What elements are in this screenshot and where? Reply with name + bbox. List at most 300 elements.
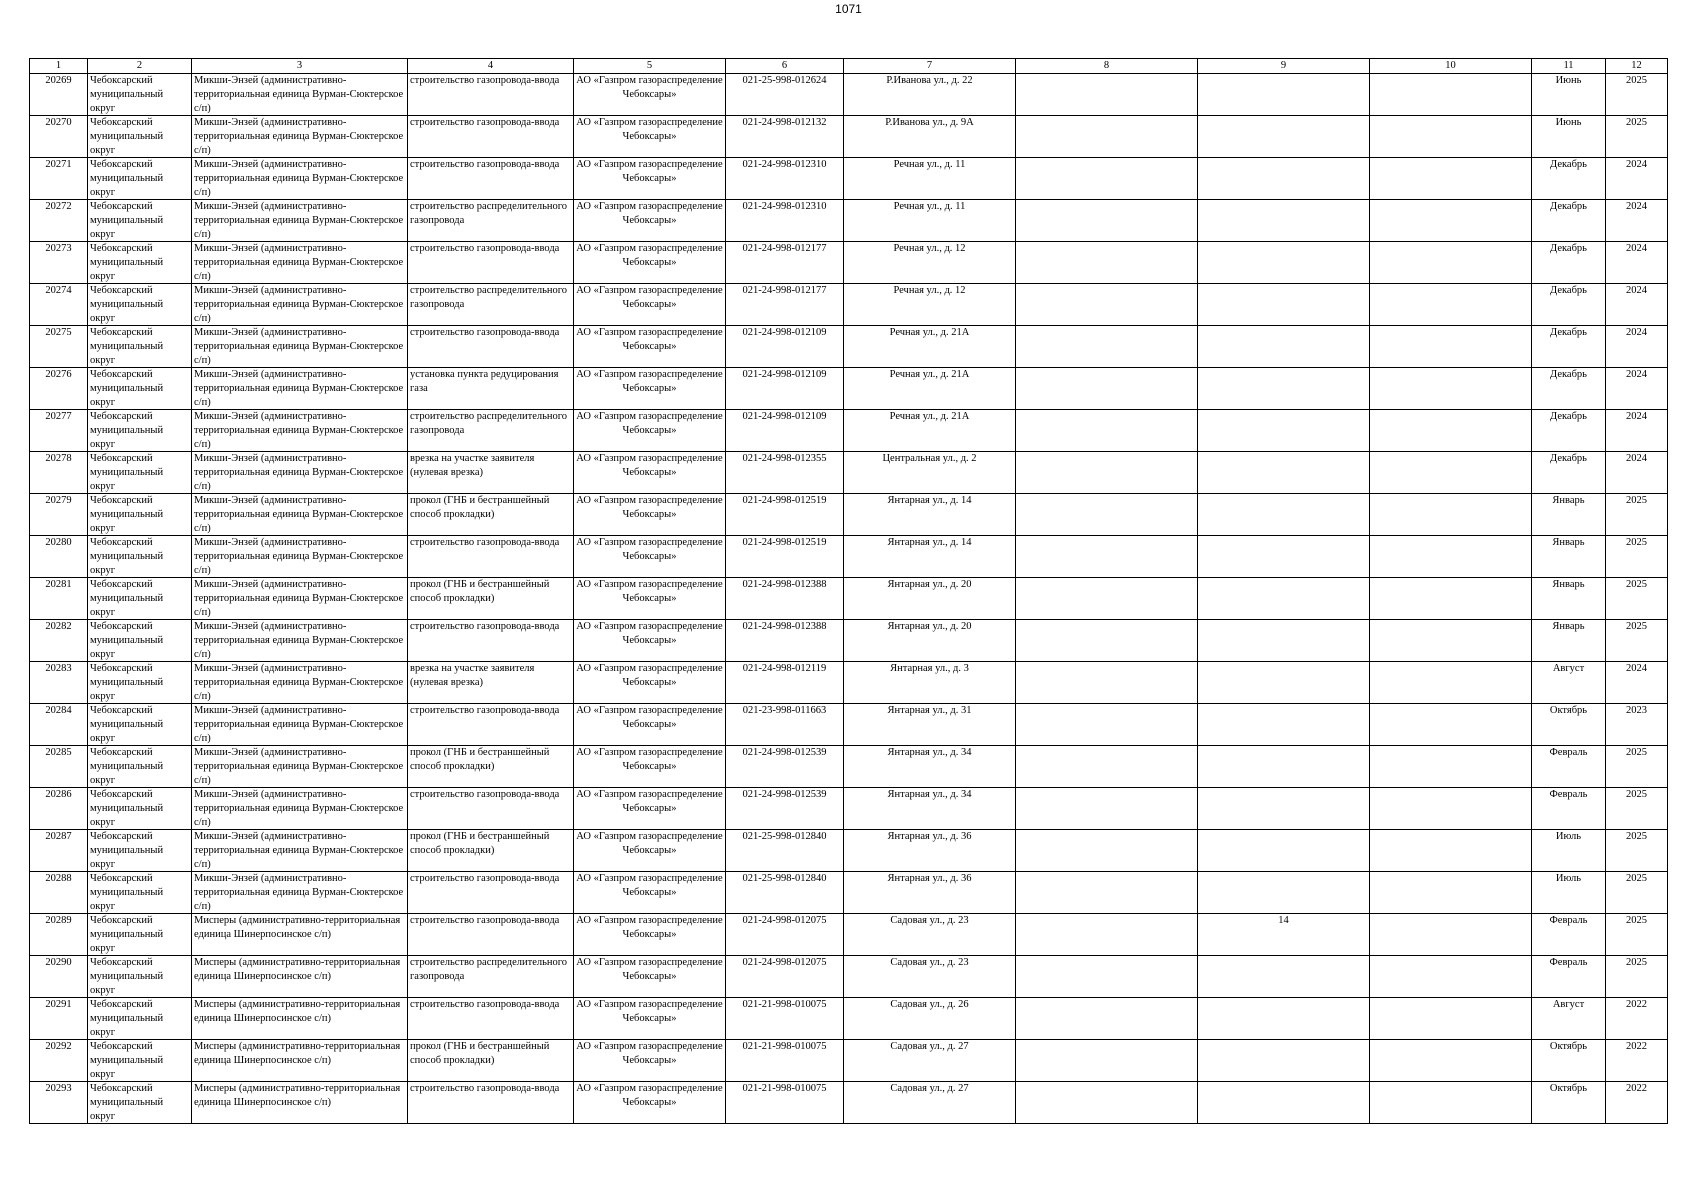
cell-col10 (1370, 452, 1532, 494)
cell-month (1532, 578, 1606, 620)
cell-text: 2025 (1626, 831, 1647, 842)
cell-text: Янтарная ул., д. 3 (890, 663, 969, 674)
cell-district (88, 74, 192, 116)
table-row (30, 704, 1668, 746)
cell-col8 (1016, 872, 1198, 914)
cell-text: Январь (1552, 537, 1585, 548)
cell-application-number (726, 116, 844, 158)
cell-settlement (192, 326, 408, 368)
column-header-11: 11 (1532, 59, 1606, 74)
table-row (30, 74, 1668, 116)
cell-application-number (726, 998, 844, 1040)
cell-col8 (1016, 326, 1198, 368)
cell-address (844, 368, 1016, 410)
cell-application-number (726, 788, 844, 830)
cell-month (1532, 536, 1606, 578)
cell-address (844, 620, 1016, 662)
cell-address (844, 536, 1016, 578)
cell-text: 2025 (1626, 117, 1647, 128)
cell-col10 (1370, 914, 1532, 956)
cell-settlement (192, 914, 408, 956)
cell-organization (574, 452, 726, 494)
cell-text: Декабрь (1550, 201, 1587, 212)
registry-table (29, 58, 1668, 1124)
cell-text: 2024 (1626, 243, 1647, 254)
cell-district (88, 578, 192, 620)
cell-work-type (408, 956, 574, 998)
cell-district (88, 368, 192, 410)
cell-row-number (30, 116, 88, 158)
cell-organization (574, 494, 726, 536)
cell-month (1532, 116, 1606, 158)
cell-organization (574, 1040, 726, 1082)
cell-address (844, 746, 1016, 788)
cell-text: прокол (ГНБ и бестраншейный способ прокладки) (410, 747, 550, 772)
cell-year (1606, 914, 1668, 956)
cell-month (1532, 242, 1606, 284)
cell-organization (574, 242, 726, 284)
cell-col9 (1198, 788, 1370, 830)
cell-text: 2025 (1626, 789, 1647, 800)
cell-text: строительство газопровода-ввода (410, 327, 560, 338)
cell-text: 021-24-998-012310 (742, 159, 827, 170)
cell-col9 (1198, 74, 1370, 116)
cell-col8 (1016, 536, 1198, 578)
cell-district (88, 536, 192, 578)
cell-text: Микши-Энзей (административно-территориальная единица Вурман-Сюктерское с/п) (194, 621, 404, 660)
cell-col8 (1016, 956, 1198, 998)
cell-text: АО «Газпром газораспределение Чебоксары» (576, 75, 723, 100)
cell-text: АО «Газпром газораспределение Чебоксары» (576, 915, 723, 940)
cell-text: Мисперы (административно-территориальная единица Шинерпосинское с/п) (194, 915, 401, 940)
cell-col9 (1198, 116, 1370, 158)
cell-work-type (408, 1082, 574, 1124)
cell-settlement (192, 578, 408, 620)
cell-row-number (30, 578, 88, 620)
cell-text: строительство газопровода-ввода (410, 1083, 560, 1094)
column-header-3: 3 (192, 59, 408, 74)
cell-settlement (192, 158, 408, 200)
cell-text: 2022 (1626, 1083, 1647, 1094)
cell-col8 (1016, 1082, 1198, 1124)
cell-application-number (726, 704, 844, 746)
cell-district (88, 284, 192, 326)
cell-text: Микши-Энзей (административно-территориальная единица Вурман-Сюктерское с/п) (194, 369, 404, 408)
cell-text: 021-21-998-010075 (742, 1041, 827, 1052)
cell-col9 (1198, 368, 1370, 410)
cell-row-number (30, 830, 88, 872)
cell-text: строительство газопровода-ввода (410, 117, 560, 128)
cell-text: Р.Иванова ул., д. 22 (886, 75, 973, 86)
cell-text: Январь (1552, 621, 1585, 632)
cell-text: Микши-Энзей (административно-территориальная единица Вурман-Сюктерское с/п) (194, 873, 404, 912)
cell-text: Июнь (1555, 75, 1582, 86)
cell-organization (574, 578, 726, 620)
cell-text: Чебоксарский муниципальный округ (90, 117, 164, 156)
cell-col10 (1370, 494, 1532, 536)
cell-row-number (30, 746, 88, 788)
cell-text: АО «Газпром газораспределение Чебоксары» (576, 873, 723, 898)
cell-col9 (1198, 662, 1370, 704)
cell-col9 (1198, 1040, 1370, 1082)
cell-row-number (30, 788, 88, 830)
cell-row-number (30, 872, 88, 914)
cell-text: 20274 (45, 285, 72, 296)
cell-text: строительство распределительного газопровода (410, 201, 568, 226)
cell-col9 (1198, 746, 1370, 788)
cell-year (1606, 998, 1668, 1040)
cell-application-number (726, 1082, 844, 1124)
cell-month (1532, 494, 1606, 536)
cell-district (88, 872, 192, 914)
cell-text: 021-24-998-012109 (742, 369, 827, 380)
table-row (30, 830, 1668, 872)
cell-year (1606, 158, 1668, 200)
cell-text: Чебоксарский муниципальный округ (90, 915, 164, 954)
cell-col8 (1016, 620, 1198, 662)
cell-col10 (1370, 620, 1532, 662)
cell-row-number (30, 1082, 88, 1124)
cell-organization (574, 284, 726, 326)
cell-district (88, 326, 192, 368)
cell-text: 2024 (1626, 201, 1647, 212)
cell-text: прокол (ГНБ и бестраншейный способ прокладки) (410, 579, 550, 604)
cell-organization (574, 536, 726, 578)
cell-text: 021-24-998-012310 (742, 201, 827, 212)
cell-organization (574, 914, 726, 956)
cell-text: строительство газопровода-ввода (410, 75, 560, 86)
cell-col8 (1016, 914, 1198, 956)
table-row (30, 200, 1668, 242)
cell-text: Микши-Энзей (административно-территориальная единица Вурман-Сюктерское с/п) (194, 705, 404, 744)
cell-month (1532, 410, 1606, 452)
cell-district (88, 116, 192, 158)
cell-application-number (726, 620, 844, 662)
cell-address (844, 1082, 1016, 1124)
cell-text: Чебоксарский муниципальный округ (90, 789, 164, 828)
cell-text: Чебоксарский муниципальный округ (90, 621, 164, 660)
cell-text: 021-24-998-012075 (742, 957, 827, 968)
cell-district (88, 410, 192, 452)
cell-text: Речная ул., д. 21А (889, 369, 970, 380)
cell-work-type (408, 1040, 574, 1082)
cell-text: строительство газопровода-ввода (410, 537, 560, 548)
table-row (30, 284, 1668, 326)
table-row (30, 914, 1668, 956)
cell-col9 (1198, 998, 1370, 1040)
cell-text: Февраль (1549, 789, 1588, 800)
column-header-7: 7 (844, 59, 1016, 74)
cell-row-number (30, 536, 88, 578)
cell-text: 20279 (45, 495, 72, 506)
cell-col8 (1016, 494, 1198, 536)
cell-text: Центральная ул., д. 2 (882, 453, 977, 464)
cell-application-number (726, 74, 844, 116)
cell-col10 (1370, 158, 1532, 200)
cell-address (844, 662, 1016, 704)
cell-application-number (726, 368, 844, 410)
cell-row-number (30, 368, 88, 410)
cell-text: Янтарная ул., д. 20 (887, 621, 972, 632)
table-row (30, 326, 1668, 368)
cell-col8 (1016, 998, 1198, 1040)
cell-text: Микши-Энзей (административно-территориальная единица Вурман-Сюктерское с/п) (194, 789, 404, 828)
cell-address (844, 704, 1016, 746)
cell-col10 (1370, 830, 1532, 872)
cell-organization (574, 158, 726, 200)
cell-text: 021-24-998-012388 (742, 621, 827, 632)
cell-text: Декабрь (1550, 411, 1587, 422)
cell-row-number (30, 74, 88, 116)
cell-text: Микши-Энзей (административно-территориальная единица Вурман-Сюктерское с/п) (194, 537, 404, 576)
cell-text: Садовая ул., д. 23 (890, 957, 969, 968)
cell-col8 (1016, 788, 1198, 830)
cell-text: 2023 (1626, 705, 1647, 716)
cell-text: 20270 (45, 117, 72, 128)
cell-text: Янтарная ул., д. 36 (887, 831, 972, 842)
cell-text: 021-25-998-012624 (742, 75, 827, 86)
cell-text: Август (1552, 999, 1585, 1010)
cell-text: 20271 (45, 159, 72, 170)
table-row (30, 242, 1668, 284)
cell-text: АО «Газпром газораспределение Чебоксары» (576, 747, 723, 772)
cell-text: Чебоксарский муниципальный округ (90, 747, 164, 786)
cell-text: строительство распределительного газопровода (410, 957, 568, 982)
cell-text: 021-24-998-012119 (742, 663, 827, 674)
cell-text: строительство распределительного газопровода (410, 285, 568, 310)
cell-text: 2024 (1626, 663, 1647, 674)
cell-text: Речная ул., д. 21А (889, 411, 970, 422)
cell-text: 2024 (1626, 327, 1647, 338)
cell-settlement (192, 1040, 408, 1082)
cell-text: 20276 (45, 369, 72, 380)
cell-text: 021-24-998-012075 (742, 915, 827, 926)
cell-work-type (408, 536, 574, 578)
cell-text: 021-24-998-012132 (742, 117, 827, 128)
cell-application-number (726, 452, 844, 494)
cell-text: Микши-Энзей (административно-территориальная единица Вурман-Сюктерское с/п) (194, 201, 404, 240)
cell-text: АО «Газпром газораспределение Чебоксары» (576, 327, 723, 352)
cell-text: 021-24-998-012388 (742, 579, 827, 590)
cell-application-number (726, 536, 844, 578)
cell-month (1532, 1040, 1606, 1082)
cell-col8 (1016, 746, 1198, 788)
cell-application-number (726, 914, 844, 956)
cell-district (88, 200, 192, 242)
cell-text: 20287 (45, 831, 72, 842)
cell-text: строительство газопровода-ввода (410, 705, 560, 716)
cell-text: Микши-Энзей (административно-территориальная единица Вурман-Сюктерское с/п) (194, 411, 404, 450)
column-header-10: 10 (1370, 59, 1532, 74)
cell-text: 021-24-998-012177 (742, 243, 827, 254)
cell-work-type (408, 368, 574, 410)
cell-col10 (1370, 956, 1532, 998)
cell-text: Микши-Энзей (административно-территориальная единица Вурман-Сюктерское с/п) (194, 285, 404, 324)
cell-text: строительство газопровода-ввода (410, 873, 560, 884)
cell-text: Речная ул., д. 11 (893, 201, 966, 212)
cell-text: АО «Газпром газораспределение Чебоксары» (576, 453, 723, 478)
cell-organization (574, 200, 726, 242)
cell-text: 20292 (45, 1041, 72, 1052)
cell-col8 (1016, 1040, 1198, 1082)
cell-col8 (1016, 368, 1198, 410)
cell-organization (574, 620, 726, 662)
cell-text: Чебоксарский муниципальный округ (90, 579, 164, 618)
cell-application-number (726, 872, 844, 914)
cell-text: 20269 (45, 75, 72, 86)
cell-settlement (192, 830, 408, 872)
cell-month (1532, 74, 1606, 116)
table-row (30, 452, 1668, 494)
cell-work-type (408, 704, 574, 746)
cell-col10 (1370, 74, 1532, 116)
cell-application-number (726, 284, 844, 326)
cell-text: Микши-Энзей (административно-территориальная единица Вурман-Сюктерское с/п) (194, 663, 404, 702)
cell-settlement (192, 662, 408, 704)
cell-organization (574, 704, 726, 746)
cell-application-number (726, 158, 844, 200)
cell-district (88, 1040, 192, 1082)
cell-text: 021-21-998-010075 (742, 999, 827, 1010)
cell-col9 (1198, 620, 1370, 662)
cell-text: Янтарная ул., д. 34 (887, 747, 972, 758)
cell-text: Речная ул., д. 12 (893, 243, 966, 254)
cell-col10 (1370, 536, 1532, 578)
cell-text: АО «Газпром газораспределение Чебоксары» (576, 1083, 723, 1108)
cell-text: 2024 (1626, 159, 1647, 170)
cell-text: Чебоксарский муниципальный округ (90, 159, 164, 198)
cell-col8 (1016, 410, 1198, 452)
cell-organization (574, 410, 726, 452)
cell-row-number (30, 662, 88, 704)
cell-text: Микши-Энзей (административно-территориальная единица Вурман-Сюктерское с/п) (194, 831, 404, 870)
cell-settlement (192, 452, 408, 494)
cell-month (1532, 452, 1606, 494)
cell-organization (574, 956, 726, 998)
cell-text: Декабрь (1550, 159, 1587, 170)
cell-text: Февраль (1549, 915, 1588, 926)
page-number: 1071 (835, 2, 862, 16)
cell-text: 2025 (1626, 621, 1647, 632)
cell-row-number (30, 704, 88, 746)
cell-text: врезка на участке заявителя (нулевая врезка) (410, 453, 535, 478)
cell-month (1532, 620, 1606, 662)
cell-month (1532, 158, 1606, 200)
cell-text: 20289 (45, 915, 72, 926)
cell-col8 (1016, 200, 1198, 242)
cell-month (1532, 200, 1606, 242)
cell-text: Чебоксарский муниципальный округ (90, 495, 164, 534)
column-header-8: 8 (1016, 59, 1198, 74)
cell-settlement (192, 410, 408, 452)
table-row (30, 494, 1668, 536)
cell-col10 (1370, 746, 1532, 788)
cell-text: 20286 (45, 789, 72, 800)
cell-application-number (726, 746, 844, 788)
cell-text: 2025 (1626, 957, 1647, 968)
cell-row-number (30, 620, 88, 662)
cell-text: Октябрь (1549, 1041, 1588, 1052)
cell-address (844, 998, 1016, 1040)
cell-text: Микши-Энзей (административно-территориальная единица Вурман-Сюктерское с/п) (194, 243, 404, 282)
cell-text: Янтарная ул., д. 31 (887, 705, 972, 716)
column-header-4: 4 (408, 59, 574, 74)
cell-text: Январь (1552, 579, 1585, 590)
column-header-9: 9 (1198, 59, 1370, 74)
cell-text: Микши-Энзей (административно-территориальная единица Вурман-Сюктерское с/п) (194, 579, 404, 618)
cell-col9 (1198, 284, 1370, 326)
cell-text: Октябрь (1549, 705, 1588, 716)
cell-text: Микши-Энзей (административно-территориальная единица Вурман-Сюктерское с/п) (194, 117, 404, 156)
cell-district (88, 242, 192, 284)
table-row (30, 746, 1668, 788)
cell-col10 (1370, 788, 1532, 830)
cell-col10 (1370, 326, 1532, 368)
cell-work-type (408, 998, 574, 1040)
cell-district (88, 494, 192, 536)
cell-settlement (192, 200, 408, 242)
cell-col10 (1370, 200, 1532, 242)
cell-text: Микши-Энзей (административно-территориальная единица Вурман-Сюктерское с/п) (194, 453, 404, 492)
cell-text: 20285 (45, 747, 72, 758)
cell-month (1532, 662, 1606, 704)
cell-text: Чебоксарский муниципальный округ (90, 957, 164, 996)
cell-settlement (192, 242, 408, 284)
cell-text: Чебоксарский муниципальный округ (90, 369, 164, 408)
cell-text: Мисперы (административно-территориальная единица Шинерпосинское с/п) (194, 999, 401, 1024)
cell-text: Февраль (1549, 957, 1588, 968)
cell-col9 (1198, 578, 1370, 620)
cell-text: Чебоксарский муниципальный округ (90, 705, 164, 744)
cell-text: 20283 (45, 663, 72, 674)
cell-year (1606, 242, 1668, 284)
cell-text: 2024 (1626, 453, 1647, 464)
cell-text: Садовая ул., д. 27 (890, 1041, 969, 1052)
cell-text: 021-24-998-012539 (742, 789, 827, 800)
cell-year (1606, 620, 1668, 662)
cell-work-type (408, 326, 574, 368)
cell-address (844, 158, 1016, 200)
cell-text: 2024 (1626, 285, 1647, 296)
cell-text: строительство газопровода-ввода (410, 789, 560, 800)
cell-address (844, 494, 1016, 536)
cell-address (844, 914, 1016, 956)
cell-col9 (1198, 536, 1370, 578)
cell-organization (574, 788, 726, 830)
cell-row-number (30, 200, 88, 242)
cell-text: Янтарная ул., д. 14 (887, 537, 972, 548)
cell-month (1532, 1082, 1606, 1124)
column-header-5: 5 (574, 59, 726, 74)
cell-year (1606, 956, 1668, 998)
cell-text: АО «Газпром газораспределение Чебоксары» (576, 201, 723, 226)
cell-work-type (408, 914, 574, 956)
cell-settlement (192, 746, 408, 788)
cell-text: Декабрь (1550, 243, 1587, 254)
cell-address (844, 788, 1016, 830)
cell-settlement (192, 704, 408, 746)
cell-text: 20278 (45, 453, 72, 464)
cell-work-type (408, 116, 574, 158)
cell-text: 2025 (1626, 75, 1647, 86)
cell-text: 2025 (1626, 537, 1647, 548)
cell-row-number (30, 158, 88, 200)
cell-address (844, 578, 1016, 620)
cell-address (844, 410, 1016, 452)
cell-year (1606, 746, 1668, 788)
cell-work-type (408, 158, 574, 200)
cell-year (1606, 410, 1668, 452)
